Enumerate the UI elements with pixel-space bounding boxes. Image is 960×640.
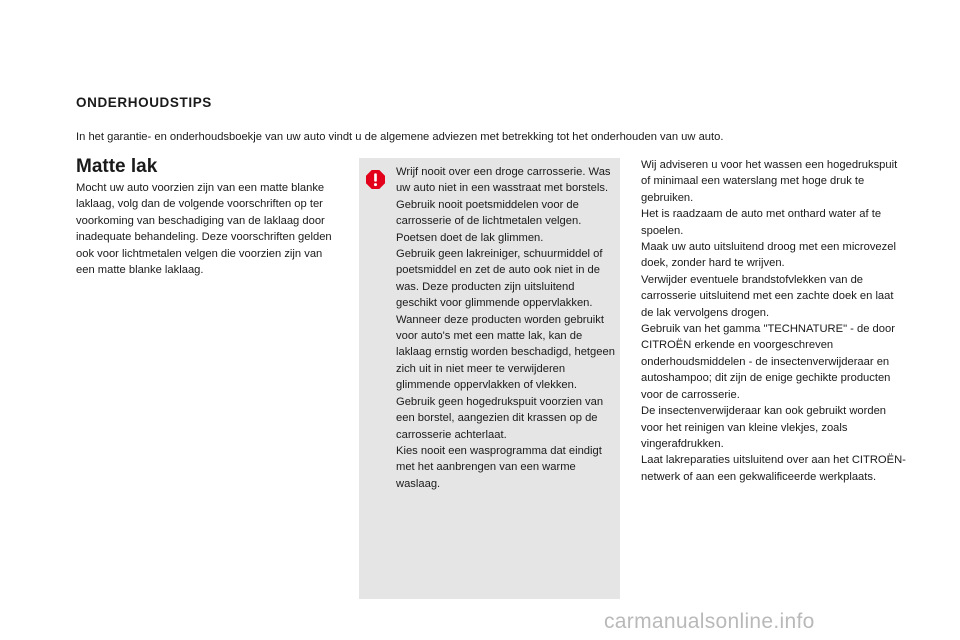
intro-text: In het garantie- en onderhoudsboekje van uw auto vindt u de algemene adviezen met betrekking tot het onderhouden van uw auto.	[76, 131, 724, 143]
warning-line: Wrijf nooit over een droge carrosserie. Was uw auto niet in een wasstraat met borstels.	[396, 166, 611, 195]
warning-line: Gebruik geen hogedrukspuit voorzien van een borstel, aangezien dit krassen op de carrosserie achterlaat.	[396, 395, 604, 441]
warning-box	[359, 158, 620, 599]
warning-line: Gebruik geen lakreiniger, schuurmiddel of poetsmiddel en zet de auto ook niet in de was. Deze producten zijn uitsluitend geschikt voor glimmende oppervlakken. Wanneer deze producten worden gebruikt voor auto's met een matte lak, kan de laklaag ernstig worden beschadigd, hetgeen zich uit in niet meer te verwijderen glimmende oppervlakken of vlekken.	[396, 248, 615, 392]
left-column-paragraph: Mocht uw auto voorzien zijn van een matte blanke laklaag, volg dan de volgende voorschriften op ter voorkoming van beschadiging van de laklaag door inadequate behandeling. Deze voorschriften gelden ook voor lichtmetalen velgen die voorzien zijn van een matte blanke laklaag.	[76, 182, 332, 277]
section-title: Matte lak	[76, 156, 158, 177]
right-column-line: Wij adviseren u voor het wassen een hogedrukspuit of minimaal een waterslang met hoge druk te gebruiken.	[641, 159, 898, 204]
page-heading: ONDERHOUDSTIPS	[76, 95, 212, 110]
right-column	[641, 157, 907, 485]
right-column-line: Gebruik van het gamma "TECHNATURE" - de door CITROËN erkende en voorgeschreven onderhoudsmiddelen - de insectenverwijderaar en autoshampoo; dit zijn de enige gechikte producten voor de carrosserie.	[641, 323, 895, 401]
left-column	[76, 180, 338, 278]
right-column-line: Laat lakreparaties uitsluitend over aan het CITROËN-netwerk of aan een gekwalificeerde werkplaats.	[641, 454, 906, 483]
warning-line: Poetsen doet de lak glimmen.	[396, 231, 544, 244]
right-column-line: Verwijder eventuele brandstofvlekken van de carrosserie uitsluitend met een zachte doek en laat de lak vervolgens drogen.	[641, 273, 894, 319]
right-column-line: Het is raadzaam de auto met onthard water af te spoelen.	[641, 208, 882, 237]
warning-text	[396, 164, 618, 492]
watermark: carmanualsonline.info	[604, 610, 815, 633]
warning-line: Kies nooit een wasprogramma dat eindigt met het aanbrengen van een warme waslaag.	[396, 444, 602, 490]
warning-line: Gebruik nooit poetsmiddelen voor de carrosserie of de lichtmetalen velgen.	[396, 198, 582, 228]
right-column-line: De insectenverwijderaar kan ook gebruikt worden voor het reinigen van kleine vlekjes, zoals vingerafdrukken.	[641, 405, 887, 450]
warning-exclamation-icon	[366, 170, 385, 189]
right-column-line: Maak uw auto uitsluitend droog met een microvezel doek, zonder hard te wrijven.	[641, 241, 896, 270]
